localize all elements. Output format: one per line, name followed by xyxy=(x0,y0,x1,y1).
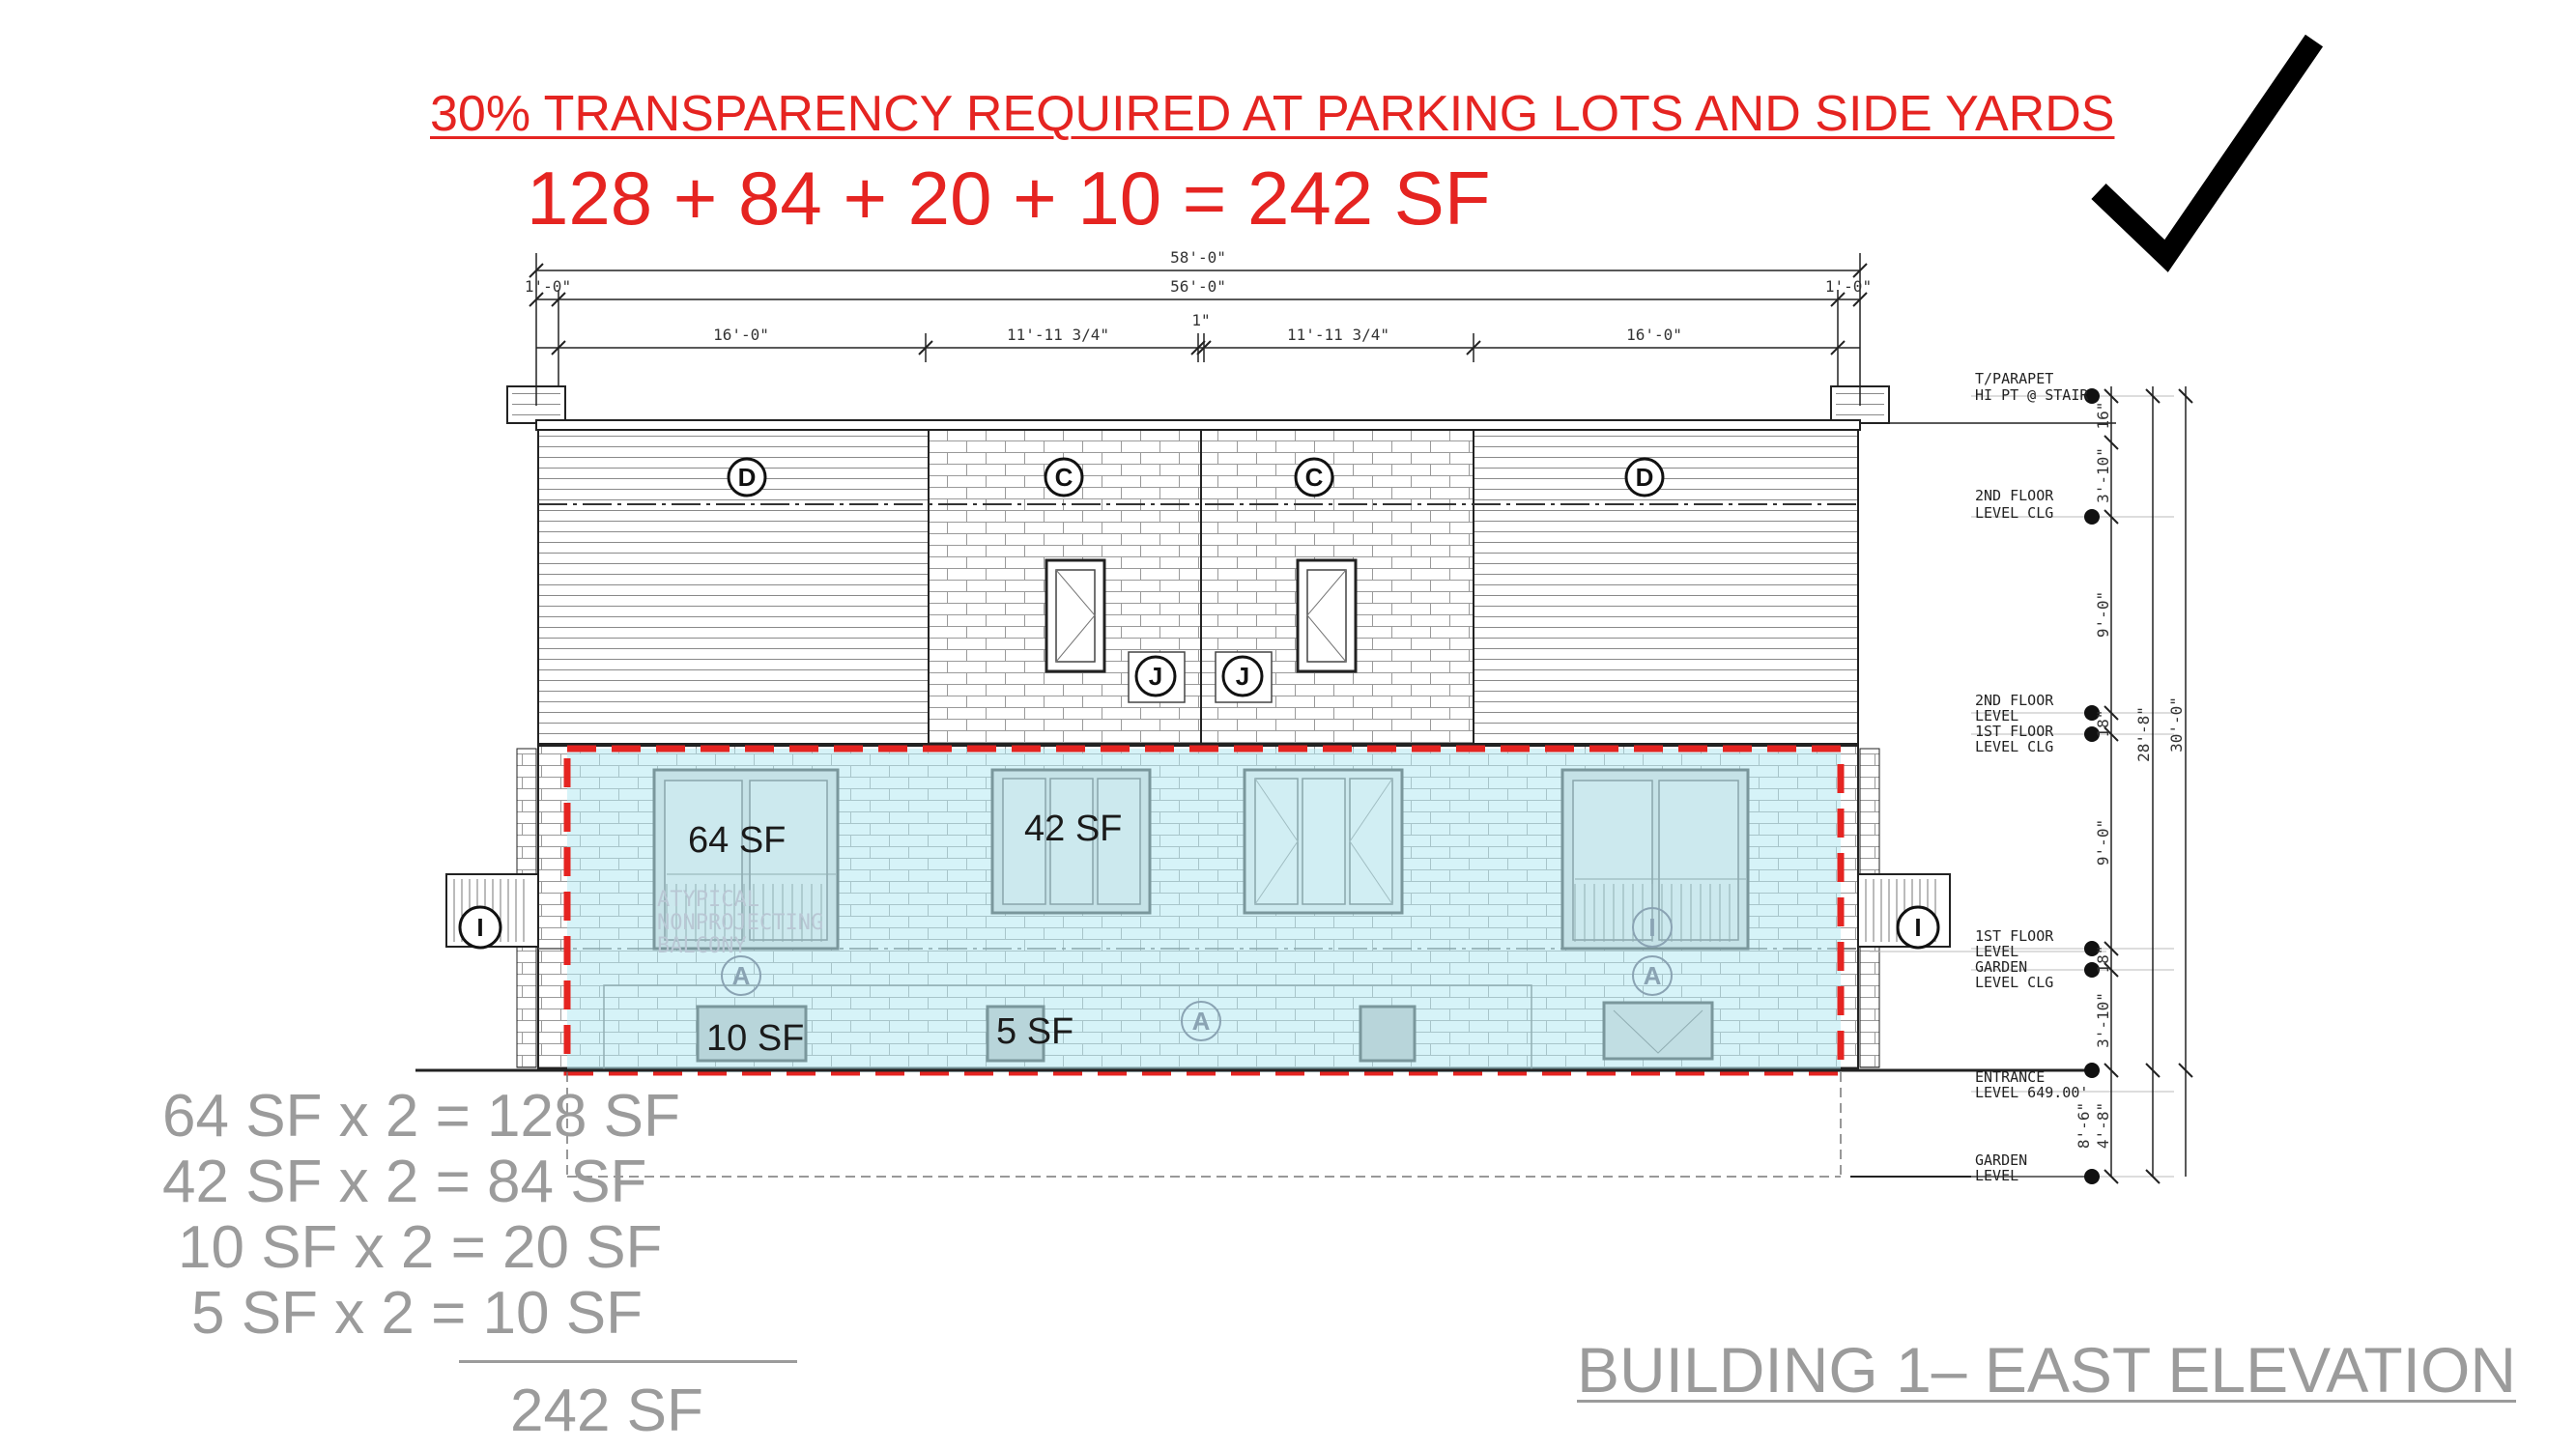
vdim-mid: 28'-8" xyxy=(2134,706,2153,762)
checkmark-icon xyxy=(2099,41,2314,256)
level-first-4: LEVEL CLG xyxy=(1975,974,2054,991)
vdim-upper: 3'-10" xyxy=(2094,447,2112,503)
vdim-slab-2: 18" xyxy=(2094,945,2112,974)
calc-total: 242 SF xyxy=(510,1378,703,1444)
level-second-2: LEVEL xyxy=(1975,707,2019,724)
tag-c-right: C xyxy=(1304,463,1324,492)
vdim-to-garden: 4'-8" xyxy=(2094,1101,2112,1150)
tag-a-right: A xyxy=(1643,961,1662,990)
level-second-4: LEVEL CLG xyxy=(1975,738,2054,755)
level-parapet-1: T/PARAPET xyxy=(1975,370,2054,387)
tag-i-center: I xyxy=(1648,913,1656,942)
dim-bay-2: 11'-11 3/4" xyxy=(1007,326,1109,344)
tag-j-right: J xyxy=(1235,662,1250,691)
dim-bay-4: 16'-0" xyxy=(1626,326,1682,344)
transparency-equation: 128 + 84 + 20 + 10 = 242 SF xyxy=(527,156,1491,241)
tag-d-left: D xyxy=(737,463,757,492)
drawing-title: BUILDING 1– EAST ELEVATION xyxy=(1577,1334,2516,1406)
vdim-lower: 3'-10" xyxy=(2094,992,2112,1048)
dim-inner: 56'-0" xyxy=(1170,277,1226,296)
level-second-3: 1ST FLOOR xyxy=(1975,723,2054,740)
calc-line-1: 64 SF x 2 = 128 SF xyxy=(162,1083,680,1150)
transparency-requirement: 30% TRANSPARENCY REQUIRED AT PARKING LOTS AND SIDE YARDS xyxy=(430,86,2115,142)
dim-side-right: 1'-0" xyxy=(1824,277,1873,296)
area-label-5: 5 SF xyxy=(996,1011,1074,1052)
level-garden-1: GARDEN xyxy=(1975,1151,2028,1169)
level-entrance-2: LEVEL 649.00' xyxy=(1975,1084,2089,1101)
note-line-2: NONPROJECTING xyxy=(657,911,824,935)
level-first-1: 1ST FLOOR xyxy=(1975,927,2054,945)
area-label-64: 64 SF xyxy=(688,820,787,861)
vdim-entrance-garden: 8'-6" xyxy=(2075,1101,2093,1150)
area-label-10: 10 SF xyxy=(706,1018,805,1059)
tag-i-right: I xyxy=(1914,913,1922,942)
level-first-2: LEVEL xyxy=(1975,943,2019,960)
note-line-3: BALCONY xyxy=(657,934,747,958)
tag-d-right: D xyxy=(1635,463,1654,492)
level-parapet-2: HI PT @ STAIR xyxy=(1975,386,2089,404)
level-first-3: GARDEN xyxy=(1975,958,2028,976)
dim-center: 1" xyxy=(1191,311,1211,329)
calc-line-2: 42 SF x 2 = 84 SF xyxy=(162,1149,647,1215)
calc-line-4: 5 SF x 2 = 10 SF xyxy=(191,1280,643,1347)
note-line-1: ATYPICAL xyxy=(657,888,759,912)
dim-bay-3: 11'-11 3/4" xyxy=(1287,326,1389,344)
tag-i-left: I xyxy=(476,913,484,942)
dim-bay-1: 16'-0" xyxy=(713,326,769,344)
level-garden-2: LEVEL xyxy=(1975,1167,2019,1184)
vdim-parapet: 16" xyxy=(2094,401,2112,430)
level-second-clg-1: 2ND FLOOR xyxy=(1975,487,2054,504)
level-second-clg-2: LEVEL CLG xyxy=(1975,504,2054,522)
tag-j-left: J xyxy=(1148,662,1163,691)
level-entrance-1: ENTRANCE xyxy=(1975,1068,2046,1086)
vdim-slab-1: 18" xyxy=(2094,709,2112,738)
tag-a-left: A xyxy=(731,961,751,990)
tag-a-center: A xyxy=(1191,1007,1211,1036)
level-second-1: 2ND FLOOR xyxy=(1975,692,2054,709)
vdim-first-story: 9'-0" xyxy=(2094,818,2112,867)
level-markers xyxy=(1971,370,2174,1184)
calc-line-3: 10 SF x 2 = 20 SF xyxy=(178,1214,663,1281)
dim-side-left: 1'-0" xyxy=(524,277,572,296)
dimension-lines xyxy=(525,248,1872,406)
calc-total-rule xyxy=(459,1360,797,1363)
vdim-overall: 30'-0" xyxy=(2167,696,2186,753)
parapet-caps xyxy=(507,386,1889,423)
tag-c-left: C xyxy=(1054,463,1073,492)
dim-overall: 58'-0" xyxy=(1170,248,1226,267)
vdim-second-story: 9'-0" xyxy=(2094,590,2112,639)
area-label-42: 42 SF xyxy=(1024,809,1123,849)
